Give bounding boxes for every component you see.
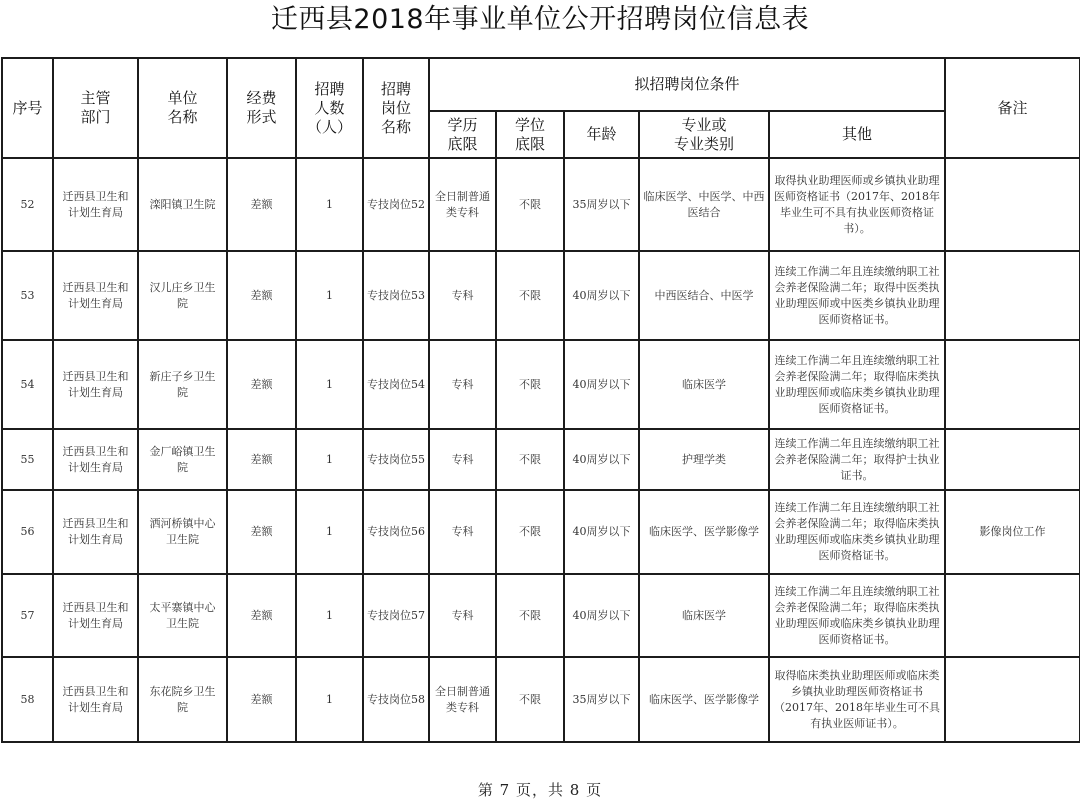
cell-count: 1 [296,657,363,742]
col-header-edu: 学历 底限 [429,111,496,158]
cell-dept: 迁西县卫生和 计划生育局 [53,429,138,490]
cell-count: 1 [296,574,363,657]
cell-seq: 58 [2,657,53,742]
cell-post: 专技岗位55 [363,429,429,490]
table-row [2,158,1080,251]
cell-count: 1 [296,490,363,574]
cell-unit: 汉儿庄乡卫生 院 [138,251,227,340]
table-row [2,429,1080,490]
cell-unit: 东花院乡卫生 院 [138,657,227,742]
cell-unit: 太平寨镇中心 卫生院 [138,574,227,657]
cell-edu: 专科 [429,429,496,490]
cell-edu: 专科 [429,340,496,429]
cell-fund: 差额 [227,158,296,251]
cell-seq: 52 [2,158,53,251]
cell-age: 35周岁以下 [564,158,639,251]
cell-dept: 迁西县卫生和 计划生育局 [53,657,138,742]
col-header-post: 招聘 岗位 名称 [363,58,429,158]
cell-post: 专技岗位58 [363,657,429,742]
col-header-other: 其他 [769,111,945,158]
cell-age: 35周岁以下 [564,657,639,742]
col-header-dept: 主管 部门 [53,58,138,158]
cell-unit: 洒河桥镇中心 卫生院 [138,490,227,574]
cell-degree: 不限 [496,490,564,574]
cell-major: 中西医结合、中医学 [639,251,769,340]
cell-other: 取得临床类执业助理医师或临床类乡镇执业助理医师资格证书（2017年、2018年毕业生可不具有执业医师证书）。 [769,657,945,742]
cell-age: 40周岁以下 [564,574,639,657]
col-header-remark: 备注 [945,58,1080,158]
cell-post: 专技岗位54 [363,340,429,429]
col-header-seq: 序号 [2,58,53,158]
cell-post: 专技岗位56 [363,490,429,574]
cell-unit: 金厂峪镇卫生 院 [138,429,227,490]
cell-edu: 专科 [429,490,496,574]
cell-remark [945,574,1080,657]
cell-major: 护理学类 [639,429,769,490]
cell-seq: 56 [2,490,53,574]
cell-dept: 迁西县卫生和 计划生育局 [53,574,138,657]
cell-degree: 不限 [496,340,564,429]
cell-major: 临床医学、医学影像学 [639,490,769,574]
cell-major: 临床医学、医学影像学 [639,657,769,742]
cell-degree: 不限 [496,251,564,340]
cell-remark [945,340,1080,429]
cell-count: 1 [296,340,363,429]
cell-major: 临床医学、中医学、中西医结合 [639,158,769,251]
cell-age: 40周岁以下 [564,340,639,429]
cell-count: 1 [296,158,363,251]
cell-age: 40周岁以下 [564,251,639,340]
cell-edu: 全日制普通 类专科 [429,158,496,251]
cell-remark [945,657,1080,742]
cell-remark: 影像岗位工作 [945,490,1080,574]
col-header-age: 年龄 [564,111,639,158]
cell-unit: 新庄子乡卫生 院 [138,340,227,429]
cell-major: 临床医学 [639,574,769,657]
cell-fund: 差额 [227,657,296,742]
cell-seq: 55 [2,429,53,490]
cell-fund: 差额 [227,490,296,574]
cell-edu: 专科 [429,574,496,657]
cell-dept: 迁西县卫生和 计划生育局 [53,340,138,429]
cell-seq: 53 [2,251,53,340]
cell-seq: 57 [2,574,53,657]
cell-other: 连续工作满二年且连续缴纳职工社会养老保险满二年；取得中医类执业助理医师或中医类乡镇执业助理医师资格证书。 [769,251,945,340]
cell-degree: 不限 [496,657,564,742]
table-row [2,490,1080,574]
cell-count: 1 [296,251,363,340]
cell-degree: 不限 [496,429,564,490]
cell-other: 连续工作满二年且连续缴纳职工社会养老保险满二年；取得护士执业证书。 [769,429,945,490]
col-header-unit: 单位 名称 [138,58,227,158]
cell-fund: 差额 [227,429,296,490]
cell-age: 40周岁以下 [564,429,639,490]
cell-post: 专技岗位52 [363,158,429,251]
cell-post: 专技岗位57 [363,574,429,657]
cell-degree: 不限 [496,574,564,657]
cell-other: 取得执业助理医师或乡镇执业助理医师资格证书（2017年、2018年毕业生可不具有执业医师资格证书）。 [769,158,945,251]
table-row [2,574,1080,657]
cell-fund: 差额 [227,340,296,429]
cell-dept: 迁西县卫生和 计划生育局 [53,251,138,340]
col-header-fund: 经费 形式 [227,58,296,158]
cell-seq: 54 [2,340,53,429]
cell-other: 连续工作满二年且连续缴纳职工社会养老保险满二年；取得临床类执业助理医师或临床类乡镇执业助理医师资格证书。 [769,574,945,657]
table-row [2,657,1080,742]
cell-other: 连续工作满二年且连续缴纳职工社会养老保险满二年；取得临床类执业助理医师或临床类乡镇执业助理医师资格证书。 [769,490,945,574]
cell-dept: 迁西县卫生和 计划生育局 [53,490,138,574]
cell-edu: 专科 [429,251,496,340]
col-header-degree: 学位 底限 [496,111,564,158]
cell-unit: 滦阳镇卫生院 [138,158,227,251]
cell-degree: 不限 [496,158,564,251]
col-header-count: 招聘 人数 （人） [296,58,363,158]
cell-edu: 全日制普通 类专科 [429,657,496,742]
cell-dept: 迁西县卫生和 计划生育局 [53,158,138,251]
cell-age: 40周岁以下 [564,490,639,574]
cell-fund: 差额 [227,251,296,340]
cell-remark [945,251,1080,340]
cell-remark [945,158,1080,251]
page-number: 第 7 页，共 8 页 [477,781,603,799]
cell-remark [945,429,1080,490]
recruitment-table [1,57,1080,743]
header-row-1 [2,58,1080,111]
cell-fund: 差额 [227,574,296,657]
document-title: 迁西县2018年事业单位公开招聘岗位信息表 [270,4,810,35]
cell-count: 1 [296,429,363,490]
cell-post: 专技岗位53 [363,251,429,340]
cell-major: 临床医学 [639,340,769,429]
cell-other: 连续工作满二年且连续缴纳职工社会养老保险满二年；取得临床类执业助理医师或临床类乡镇执业助理医师资格证书。 [769,340,945,429]
col-header-conditions: 拟招聘岗位条件 [429,58,945,111]
table-row [2,340,1080,429]
table-row [2,251,1080,340]
col-header-major: 专业或 专业类别 [639,111,769,158]
